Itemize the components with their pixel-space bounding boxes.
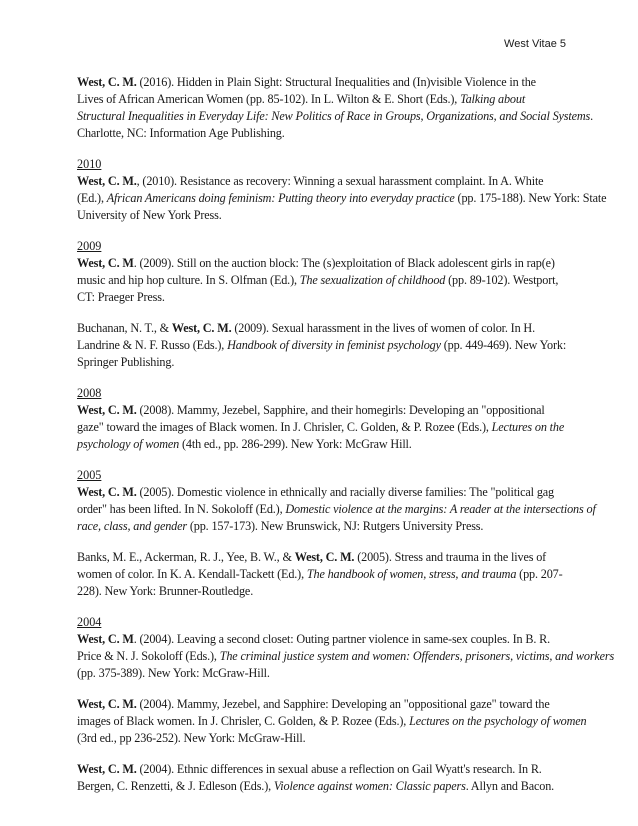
author-name: West, C. M. <box>77 75 137 89</box>
reference-text: women of color. In K. A. Kendall-Tackett (Ed.), <box>77 567 307 581</box>
reference-text: . (2004). Leaving a second closet: Outing partner violence in same-sex couples. In B. R. <box>133 632 551 646</box>
year-section-2009 <box>77 238 567 371</box>
reference-text: (Ed.), <box>77 191 107 205</box>
reference-line <box>77 501 596 518</box>
reference-text: (pp. 375-389). New York: McGraw-Hill. <box>77 666 270 680</box>
year-heading: 2004 <box>77 615 102 629</box>
reference-entry <box>77 402 567 453</box>
reference-text: (2005). Domestic violence in ethnically and racially diverse families: The "political gag <box>136 485 554 499</box>
author-name: West, C. M. <box>77 697 137 711</box>
author-name: West, C. M. <box>77 174 137 188</box>
reference-text: (2005). Stress and trauma in the lives of <box>354 550 547 564</box>
reference-text: . Allyn and Bacon. <box>465 779 555 793</box>
publication-title: Structural Inequalities in Everyday Life: New Politics of Race in Groups, Organizations, and Social Systems <box>77 109 591 123</box>
reference-line <box>77 713 587 730</box>
reference-entry <box>77 74 594 142</box>
reference-text: music and hip hop culture. In S. Olfman (Ed.), <box>77 273 300 287</box>
reference-text: 228). New York: Brunner-Routledge. <box>77 584 254 598</box>
reference-line <box>77 549 567 566</box>
publication-title: Domestic violence at the margins: A reader at the intersections of <box>285 502 596 516</box>
year-heading: 2005 <box>77 468 102 482</box>
reference-line <box>77 518 567 535</box>
year-section-2005 <box>77 467 596 600</box>
author-name: West, C. M <box>77 632 134 646</box>
author-name: West, C. M. <box>77 403 137 417</box>
reference-text: Price & N. J. Sokoloff (Eds.), <box>77 649 220 663</box>
reference-line <box>77 289 567 306</box>
reference-line <box>77 190 607 207</box>
reference-text: (pp. 175-188). New York: State <box>454 191 607 205</box>
year-section-2008 <box>77 385 567 453</box>
reference-line <box>77 207 567 224</box>
reference-entry <box>77 484 596 535</box>
reference-text: Bergen, C. Renzetti, & J. Edleson (Eds.), <box>77 779 274 793</box>
reference-text: . (2009). Still on the auction block: The (s)exploitation of Black adolescent girls in rap(e) <box>133 256 555 270</box>
reference-line <box>77 566 567 583</box>
reference-line <box>77 272 567 289</box>
reference-line <box>77 631 567 648</box>
reference-line <box>77 696 567 713</box>
reference-line <box>77 255 567 272</box>
publication-title: Handbook of diversity in feminist psychology <box>227 338 441 352</box>
publication-title: African Americans doing feminism: Putting theory into everyday practice <box>106 191 455 205</box>
reference-entry <box>77 631 615 682</box>
reference-line <box>77 354 567 371</box>
reference-entry <box>77 549 567 600</box>
reference-text: (pp. 449-469). New York: <box>440 338 567 352</box>
reference-text: Landrine & N. F. Russo (Eds.), <box>77 338 228 352</box>
running-header: West Vitae 5 <box>504 38 566 50</box>
reference-line <box>77 337 567 354</box>
reference-text: Banks, M. E., Ackerman, R. J., Yee, B. W., & <box>77 550 295 564</box>
reference-text: Charlotte, NC: Information Age Publishing. <box>77 126 285 140</box>
publication-title: The handbook of women, stress, and trauma <box>306 567 517 581</box>
reference-line <box>77 402 567 419</box>
publication-title: psychology of women <box>77 437 180 451</box>
reference-text: (2016). Hidden in Plain Sight: Structural Inequalities and (In)visible Violence in the <box>136 75 536 89</box>
reference-line <box>77 730 567 747</box>
reference-line <box>77 436 567 453</box>
author-name: West, C. M. <box>77 762 137 776</box>
reference-entry <box>77 255 567 306</box>
year-section-2010 <box>77 156 607 224</box>
reference-text: (2004). Ethnic differences in sexual abuse a reflection on Gail Wyatt's research. In R. <box>136 762 542 776</box>
publication-title: Talking about <box>460 92 526 106</box>
reference-text: Lives of African American Women (pp. 85-102). In L. Wilton & E. Short (Eds.), <box>77 92 461 106</box>
reference-text: University of New York Press. <box>77 208 222 222</box>
publication-title: race, class, and gender <box>77 519 187 533</box>
reference-text: , (2010). Resistance as recovery: Winning a sexual harassment complaint. In A. White <box>136 174 544 188</box>
author-name: West, C. M <box>77 256 134 270</box>
reference-entry <box>77 173 607 224</box>
author-name: West, C. M. <box>294 550 355 564</box>
publication-title: The sexualization of childhood <box>299 273 446 287</box>
reference-line <box>77 778 567 795</box>
reference-line <box>77 91 567 108</box>
reference-entry <box>77 320 567 371</box>
reference-text: (pp. 207- <box>516 567 563 581</box>
reference-line <box>77 108 594 125</box>
reference-entry <box>77 696 587 747</box>
year-section-2004 <box>77 614 615 795</box>
reference-line <box>77 74 567 91</box>
publication-title: The criminal justice system and women: Offenders, prisoners, victims, and workers <box>219 649 615 663</box>
reference-entry <box>77 761 567 795</box>
reference-line <box>77 648 615 665</box>
reference-line <box>77 419 567 436</box>
publication-list <box>77 74 615 809</box>
publication-title: Lectures on the <box>491 420 565 434</box>
reference-line <box>77 761 567 778</box>
reference-line <box>77 665 567 682</box>
year-heading: 2010 <box>77 157 102 171</box>
year-heading: 2009 <box>77 239 102 253</box>
reference-line <box>77 320 567 337</box>
reference-text: (4th ed., pp. 286-299). New York: McGraw Hill. <box>179 437 412 451</box>
reference-text: (2009). Sexual harassment in the lives of women of color. In H. <box>231 321 535 335</box>
reference-text: (pp. 89-102). Westport, <box>445 273 559 287</box>
reference-text: images of Black women. In J. Chrisler, C. Golden, & P. Rozee (Eds.), <box>77 714 410 728</box>
author-name: West, C. M. <box>77 485 137 499</box>
reference-text: (3rd ed., pp 236-252). New York: McGraw-Hill. <box>77 731 306 745</box>
reference-text: Springer Publishing. <box>77 355 175 369</box>
reference-line <box>77 583 567 600</box>
reference-text: gaze" toward the images of Black women. In J. Chrisler, C. Golden, & P. Rozee (Eds.), <box>77 420 492 434</box>
reference-text: (2008). Mammy, Jezebel, Sapphire, and their homegirls: Developing an "oppositional <box>136 403 545 417</box>
reference-line <box>77 125 567 142</box>
reference-text: (2004). Mammy, Jezebel, and Sapphire: Developing an "oppositional gaze" toward the <box>136 697 550 711</box>
year-heading: 2008 <box>77 386 102 400</box>
author-name: West, C. M. <box>171 321 232 335</box>
publication-title: Violence against women: Classic papers <box>273 779 466 793</box>
reference-text: Buchanan, N. T., & <box>77 321 172 335</box>
reference-text: . <box>590 109 594 123</box>
publication-title: Lectures on the psychology of women <box>409 714 587 728</box>
reference-line <box>77 484 567 501</box>
reference-text: order" has been lifted. In N. Sokoloff (Ed.), <box>77 502 286 516</box>
reference-text: (pp. 157-173). New Brunswick, NJ: Rutgers University Press. <box>186 519 484 533</box>
reference-line <box>77 173 567 190</box>
reference-text: CT: Praeger Press. <box>77 290 165 304</box>
